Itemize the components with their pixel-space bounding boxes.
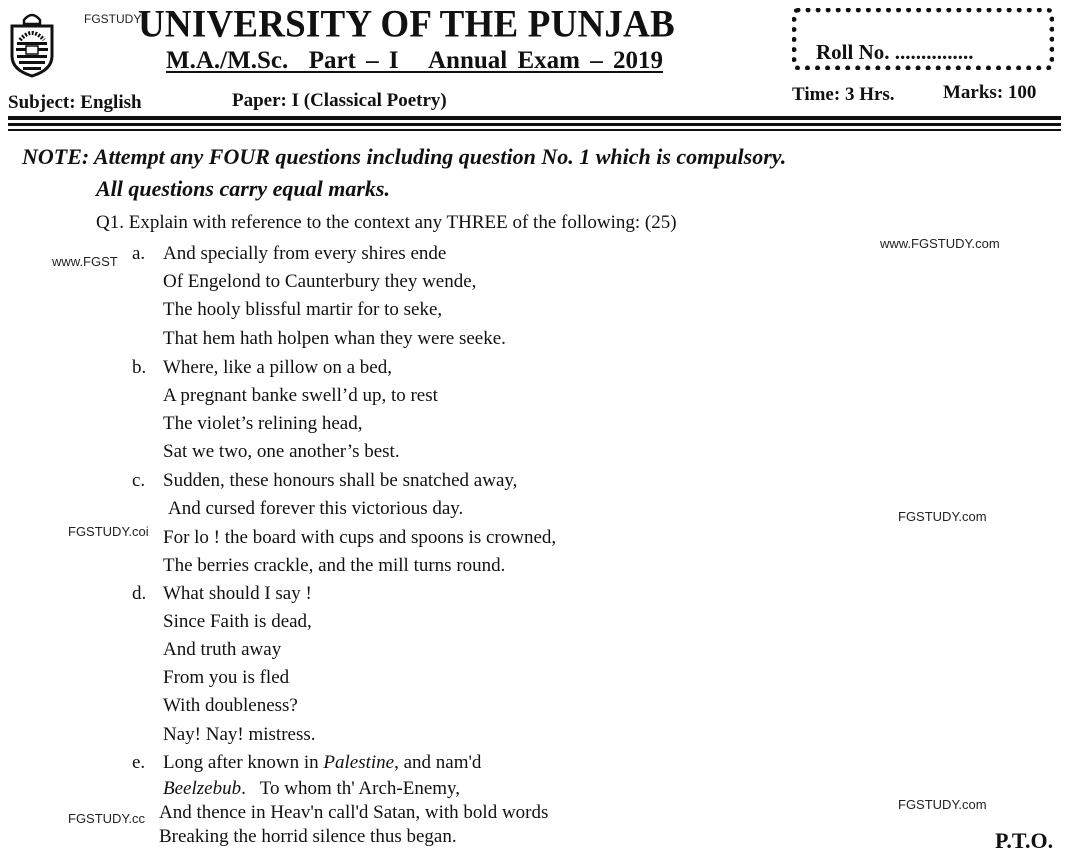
part-letter-e: e. (132, 752, 146, 773)
poem-line: With doubleness? (163, 695, 298, 716)
watermark-left-2: FGSTUDY.coi (68, 524, 149, 539)
poem-line: And thence in Heav'n call'd Satan, with bold words (159, 802, 549, 823)
poem-line: For lo ! the board with cups and spoons is crowned, (163, 527, 557, 548)
exam-title: M.A./M.Sc. Part – I Annual Exam – 2019 (166, 47, 663, 74)
marks-label: Marks: 100 (943, 82, 1037, 103)
university-crest-icon (8, 10, 56, 78)
poem-line: Sudden, these honours shall be snatched away, (163, 470, 518, 491)
part-letter-d: d. (132, 583, 147, 604)
part-letter-c: c. (132, 470, 146, 491)
poem-line: The hooly blissful martir for to seke, (163, 299, 443, 320)
watermark-left-1: www.FGST (52, 254, 118, 269)
please-turn-over-label: P.T.O. (995, 828, 1054, 853)
watermark-right-2: FGSTUDY.com (898, 509, 987, 524)
poem-line: Since Faith is dead, (163, 611, 312, 632)
poem-line: From you is fled (163, 667, 290, 688)
poem-line: Where, like a pillow on a bed, (163, 357, 392, 378)
part-letter-a: a. (132, 243, 146, 264)
poem-line: What should I say ! (163, 583, 312, 604)
poem-line: Breaking the horrid silence thus began. (159, 826, 457, 847)
note-line-2: All questions carry equal marks. (96, 176, 390, 201)
poem-line: Nay! Nay! mistress. (163, 724, 316, 745)
paper-label: Paper: I (Classical Poetry) (232, 90, 447, 111)
header-divider (8, 123, 1061, 126)
part-letter-b: b. (132, 357, 147, 378)
subject-label: Subject: English (8, 92, 142, 113)
poem-line: The violet’s relining head, (163, 413, 363, 434)
poem-line: The berries crackle, and the mill turns round. (163, 555, 506, 576)
poem-line: That hem hath holpen whan they were seeke. (163, 328, 506, 349)
poem-line: And truth away (163, 639, 282, 660)
university-title: UNIVERSITY OF THE PUNJAB (138, 3, 675, 47)
watermark-right-1: www.FGSTUDY.com (880, 236, 1000, 251)
poem-line: And specially from every shires ende (163, 243, 447, 264)
watermark-top: FGSTUDY (84, 12, 142, 26)
poem-line: A pregnant banke swell’d up, to rest (163, 385, 438, 406)
note-line-1: NOTE: Attempt any FOUR questions including question No. 1 which is compulsory. (22, 144, 787, 169)
header-divider (8, 116, 1061, 120)
header-divider (8, 129, 1061, 131)
time-label: Time: 3 Hrs. (792, 84, 895, 105)
roll-number-field[interactable]: Roll No. ............... (816, 40, 974, 64)
watermark-right-3: FGSTUDY.com (898, 797, 987, 812)
poem-line: And cursed forever this victorious day. (168, 498, 464, 519)
poem-line: Of Engelond to Caunterbury they wende, (163, 271, 477, 292)
poem-line: Sat we two, one another’s best. (163, 441, 400, 462)
question-1-prompt: Q1. Explain with reference to the context any THREE of the following: (25) (96, 212, 677, 233)
poem-line: Long after known in Palestine, and nam'd (163, 752, 482, 773)
watermark-left-3: FGSTUDY.cc (68, 811, 146, 826)
poem-line: Beelzebub. To whom th' Arch-Enemy, (163, 778, 461, 799)
